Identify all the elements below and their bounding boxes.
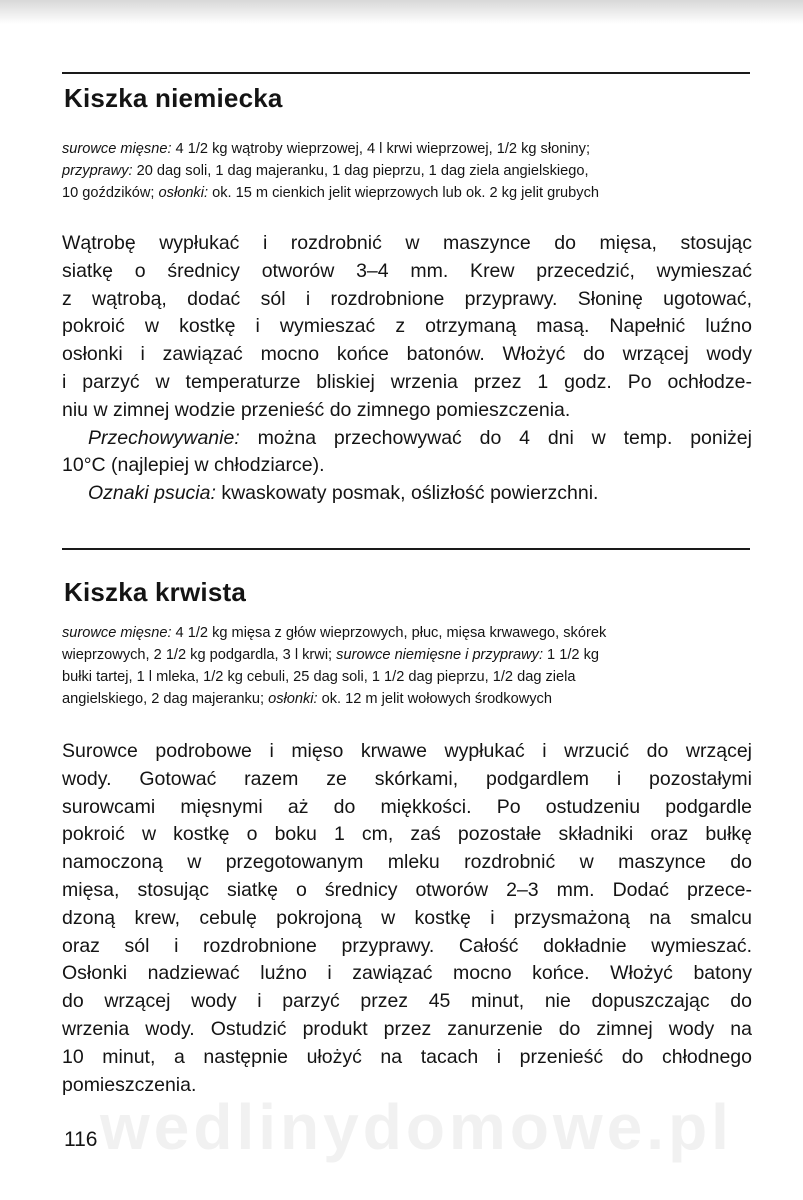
text-run: pokroić w kostkę o boku 1 cm, zaś pozostałe składniki oraz bułkę xyxy=(62,823,752,846)
paragraph-line xyxy=(62,341,752,369)
recipe-section-kiszka-krwista xyxy=(62,548,752,1099)
text-run: Wątrobę wypłukać i rozdrobnić w maszynce do mięsa, stosując xyxy=(62,232,752,254)
text-run: 1 1/2 kg xyxy=(543,647,599,663)
watermark: wedlinydomowe.pl xyxy=(100,1091,733,1163)
paragraph-line xyxy=(62,1044,752,1072)
section-title: Kiszka krwista xyxy=(64,577,247,607)
text-run: wody. Gotować razem ze skórkami, podgardlem i pozostałymi xyxy=(62,767,752,790)
text-run: do wrzącej wody i parzyć przez 45 minut, nie dopuszczając do xyxy=(62,990,752,1013)
text-run: Surowce podrobowe i mięso krwawe wypłukać i wrzucić do wrzącej xyxy=(62,740,752,762)
label-italic: przyprawy: xyxy=(62,163,133,179)
paragraph-line xyxy=(62,988,752,1016)
paragraph-line xyxy=(62,425,752,453)
ingredients-line xyxy=(62,160,752,182)
ingredients-line xyxy=(62,622,752,644)
ingredients-block xyxy=(62,138,752,204)
text-run: z wątrobą, dodać sól i rozdrobnione przyprawy. Słoninę ugotować, xyxy=(62,287,752,310)
text-run: pomieszczenia. xyxy=(62,1073,197,1096)
instructions-block xyxy=(62,738,752,1099)
text-run: bułki tartej, 1 l mleka, 1/2 kg cebuli, 25 dag soli, 1 1/2 dag pieprzu, 1/2 dag ziela xyxy=(62,669,576,685)
label-italic: Oznaki psucia: xyxy=(88,482,216,505)
text-run: ok. 12 m jelit wołowych środkowych xyxy=(317,691,552,707)
ingredients-line xyxy=(62,666,752,688)
section-rule xyxy=(62,548,750,550)
label-italic: surowce mięsne: xyxy=(62,141,172,157)
text-run: surowcami mięsnymi aż do miękkości. Po ostudzeniu podgardle xyxy=(62,795,752,818)
recipe-section-kiszka-niemiecka xyxy=(62,72,752,508)
paragraph-line xyxy=(62,1016,752,1044)
text-run: mięsa, stosując siatkę o średnicy otworów 2–3 mm. Dodać przece- xyxy=(62,878,752,901)
text-run: i parzyć w temperaturze bliskiej wrzenia przez 1 godz. Po ochłodze- xyxy=(62,370,752,393)
text-run: ok. 15 m cienkich jelit wieprzowych lub ok. 2 kg jelit grubych xyxy=(208,185,599,201)
text-run: kwaskowaty posmak, oślizłość powierzchni. xyxy=(215,482,599,505)
paragraph-line xyxy=(62,480,752,508)
text-run: oraz sól i rozdrobnione przyprawy. Całość dokładnie wymieszać. xyxy=(62,934,752,957)
text-run: niu w zimnej wodzie przenieść do zimnego pomieszczenia. xyxy=(62,398,571,421)
paragraph-line xyxy=(62,738,752,766)
text-run: 4 1/2 kg wątroby wieprzowej, 4 l krwi wieprzowej, 1/2 kg słoniny; xyxy=(171,141,591,157)
ingredients-block xyxy=(62,622,752,710)
text-run: siatkę o średnicy otworów 3–4 mm. Krew przecedzić, wymieszać xyxy=(62,259,752,282)
text-run: osłonki i zawiązać mocno końce batonów. Włożyć do wrzącej wody xyxy=(62,343,752,366)
instructions-block xyxy=(62,230,752,508)
text-run: namoczoną w przegotowanym mleku rozdrobnić w maszynce do xyxy=(62,851,752,874)
paragraph-line xyxy=(62,397,752,425)
section-rule xyxy=(62,72,750,74)
paragraph-line xyxy=(62,905,752,933)
text-run: pokroić w kostkę i wymieszać z otrzymaną masą. Napełnić luźno xyxy=(62,315,752,338)
paragraph-line xyxy=(62,452,752,480)
ingredients-line xyxy=(62,182,752,204)
paragraph-line xyxy=(62,877,752,905)
text-run: można przechowywać do 4 dni w temp. poniżej xyxy=(239,426,752,449)
ingredients-line xyxy=(62,138,752,160)
text-run: wrzenia wody. Ostudzić produkt przez zanurzenie do zimnej wody na xyxy=(62,1017,752,1040)
label-italic: surowce mięsne: xyxy=(62,625,172,641)
page-number: 116 xyxy=(64,1128,98,1151)
text-run: 4 1/2 kg mięsa z głów wieprzowych, płuc, mięsa krwawego, skórek xyxy=(171,625,607,641)
paragraph-line xyxy=(62,933,752,961)
ingredients-line xyxy=(62,688,752,710)
label-italic: osłonki: xyxy=(268,691,318,707)
paragraph-line xyxy=(62,230,752,258)
paragraph-line xyxy=(62,766,752,794)
paragraph-line xyxy=(62,313,752,341)
paragraph-line xyxy=(62,369,752,397)
paragraph-line xyxy=(62,286,752,314)
paragraph-line xyxy=(62,821,752,849)
paragraph-line xyxy=(62,258,752,286)
paragraph-line xyxy=(62,960,752,988)
label-italic: osłonki: xyxy=(158,185,209,201)
text-run: 20 dag soli, 1 dag majeranku, 1 dag pieprzu, 1 dag ziela angielskiego, xyxy=(132,163,589,179)
text-run: angielskiego, 2 dag majeranku; xyxy=(62,691,269,707)
label-italic: surowce niemięsne i przyprawy: xyxy=(336,647,543,663)
paragraph-line xyxy=(62,794,752,822)
ingredients-line xyxy=(62,644,752,666)
text-run: Osłonki nadziewać luźno i zawiązać mocno końce. Włożyć batony xyxy=(62,962,752,985)
text-run: wieprzowych, 2 1/2 kg podgardla, 3 l krwi; xyxy=(62,647,337,663)
page-scan-edge xyxy=(0,0,803,24)
label-italic: Przechowywanie: xyxy=(88,426,240,449)
text-run: dzoną krew, cebulę pokrojoną w kostkę i przysmażoną na smalcu xyxy=(62,906,752,929)
text-run: 10 minut, a następnie ułożyć na tacach i przenieść do chłodnego xyxy=(62,1045,752,1068)
text-run: 10 goździków; xyxy=(62,185,159,201)
text-run: 10°C (najlepiej w chłodziarce). xyxy=(62,454,325,477)
section-title: Kiszka niemiecka xyxy=(64,83,283,113)
paragraph-line xyxy=(62,849,752,877)
